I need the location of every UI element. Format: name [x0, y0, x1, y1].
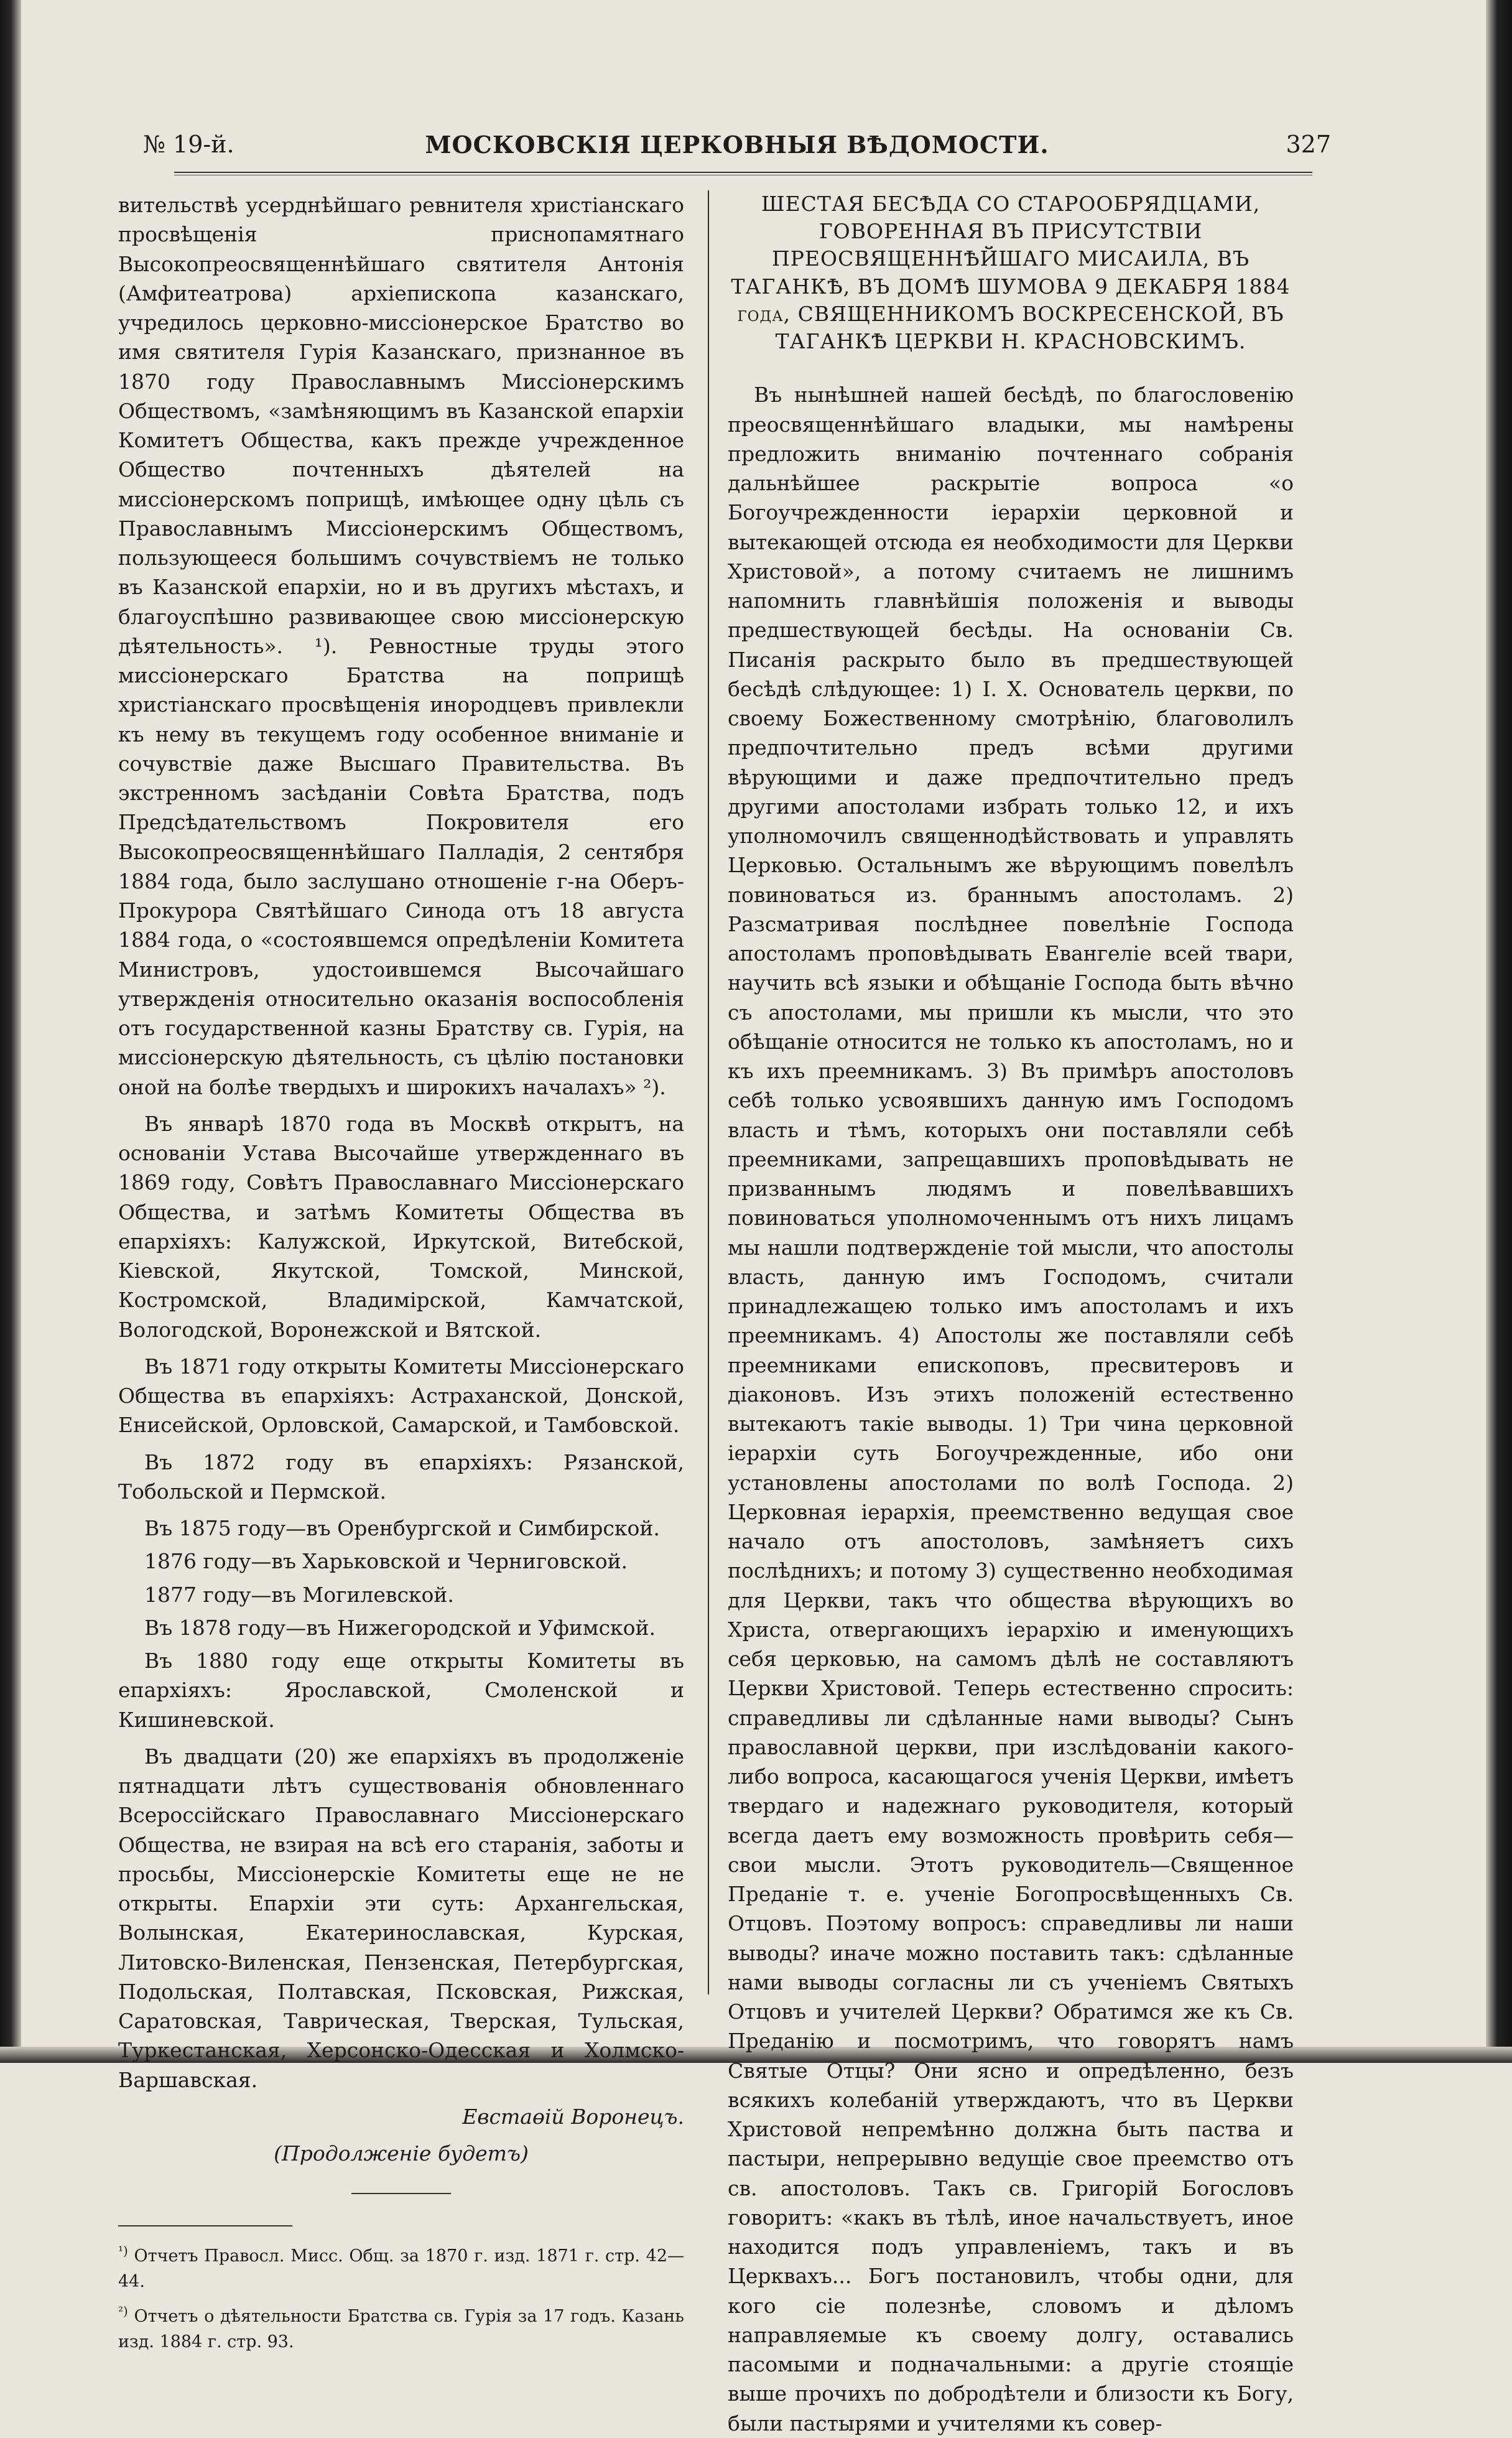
footnote-1: [118, 2241, 684, 2294]
left-line-1876: 1876 году—въ Харьковской и Черниговской.: [144, 1549, 628, 1574]
column-divider: [708, 190, 709, 1994]
left-line-1877: 1877 году—въ Могилевской.: [144, 1582, 454, 1607]
left-paragraph-1880: Въ 1880 году еще открыты Комитеты въ епархіяхъ: Ярославской, Смоленской и Кишиневской.: [118, 1649, 684, 1732]
left-paragraph-unopened: Въ двадцати (20) же епархіяхъ въ продолженіе пятнадцати лѣтъ существованія обновленнаго Всероссійскаго Православнаго Миссіонерскаго Общества, не взирая на всѣ его старанія, заботы и просьбы, Миссіонерскіе Комитеты еще не не открыты. Епархіи эти суть: Архангельская, Волынская, Екатеринославская, Курская, Литовско-Виленская, Пензенская, Петербургская, Подольская, Полтавская, Псковская, Рижская, Саратовская, Таврическая, Тверская, Тульская, Туркестанская, Херсонско-Одесская и Холмско-Варшавская.: [118, 1744, 684, 2092]
header-rule: [174, 172, 1312, 175]
left-line-1875: Въ 1875 году—въ Оренбургской и Симбирской.: [144, 1516, 660, 1540]
left-column: [118, 190, 685, 2352]
author-signature: Евстаөій Воронецъ.: [462, 2104, 684, 2129]
footnote-1-mark: ¹): [118, 2243, 128, 2259]
footnote-2: [118, 2302, 684, 2355]
left-line-1878: Въ 1878 году—въ Нижегородской и Уфимской.: [144, 1615, 656, 1640]
left-paragraph-4: Въ 1872 году въ епархіяхъ: Рязанской, Тобольской и Пермской.: [118, 1449, 684, 1504]
left-paragraph-2: Въ январѣ 1870 года въ Москвѣ открытъ, на основаніи Устава Высочайше утвержденнаго въ 1869 году, Совѣтъ Православнаго Миссіонерскаго Общества, и затѣмъ Комитеты Общества въ епархіяхъ: Калужской, Иркутской, Витебской, Кіевской, Якутской, Томской, Минской, Костромской, Владимірской, Камчатской, Вологодской, Воронежской и Вятской.: [118, 1111, 684, 1342]
footnote-2-mark: ²): [118, 2304, 128, 2319]
left-paragraph-1: вительствѣ усерднѣйшаго ревнителя христіанскаго просвѣщенія приснопамятнаго Высокопреосвященнѣйшаго святителя Антонія (Амфитеатрова) архіепископа казанскаго, учредилось церковно-миссіонерское Братство во имя святителя Гурія Казанскаго, признанное въ 1870 году Православнымъ Миссіонерскимъ Обществомъ, «замѣняющимъ въ Казанской епархіи Комитетъ Общества, какъ прежде учрежденное Общество почтенныхъ дѣятелей на миссіонерскомъ поприщѣ, имѣющее одну цѣль съ Православнымъ Миссіонерскимъ Обществомъ, пользующееся большимъ сочувствіемъ не только въ Казанской епархіи, но и въ другихъ мѣстахъ, и благоуспѣшно развивающее свою миссіонерскую дѣятельность». ¹). Ревностные труды этого миссіонерскаго Братства на поприщѣ христіанскаго просвѣщенія инородцевъ привлекли къ нему въ текущемъ году особенное вниманіе и сочувствіе даже Высшаго Правительства. Въ экстренномъ засѣданіи Совѣта Братства, подъ Предсѣдательствомъ Покровителя его Высокопреосвященнѣйшаго Палладія, 2 сентября 1884 года, было заслушано отношеніе г-на Оберъ-Прокурора Святѣйшаго Синода отъ 18 августа 1884 года, о «состоявшемся опредѣленіи Комитета Министровъ, удостоившемся Высочайшаго утвержденія относительно оказанія воспособленія отъ государственной казны Братству св. Гурія, на миссіонерскую дѣятельность, съ цѣлію постановки оной на болѣе твердыхъ и широкихъ началахъ» ²).: [118, 193, 684, 1099]
footnote-2-text: Отчетъ о дѣятельности Братства св. Гурія за 17 годъ. Казань изд. 1884 г. стр. 93.: [118, 2307, 685, 2352]
footnote-rule: [118, 2225, 292, 2226]
right-paragraph-1: Въ нынѣшней нашей бесѣдѣ, по благословенію преосвященнѣйшаго владыки, мы намѣрены предложить вниманію почтеннаго собранія дальнѣйшее раскрытіе вопроса «о Богоучрежденности іерархіи церковной и вытекающей отсюда ея необходимости для Церкви Христовой», а потому считаемъ не лишнимъ напомнить главнѣйшія положенія и выводы предшествующей бесѣды. На основаніи Св. Писанія раскрыто было въ предшествующей бесѣдѣ слѣдующее: 1) І. Х. Основатель церкви, по своему Божественному смотрѣнію, благоволилъ предпочтительно предъ всѣми другими вѣрующими и даже предпочтительно предъ другими апостолами избрать только 12, и ихъ уполномочилъ священнодѣйствовать и управлять Церковью. Остальнымъ же вѣрующимъ повелѣлъ повиноваться из. браннымъ апостоламъ. 2) Разсматривая послѣднее повелѣніе Господа апостоламъ проповѣдывать Евангеліе всей твари, научить всѣ языки и обѣщаніе Господа быть вѣчно съ апостолами, мы пришли къ мысли, что это обѣщаніе относится не только къ апостоламъ, но и къ ихъ преемникамъ. 3) Въ примѣръ апостоловъ себѣ только усвоявшихъ данную имъ Господомъ власть и тѣмъ, которыхъ они поставляли себѣ преемниками, запрещавшихъ проповѣдывать не призваннымъ людямъ и повелѣвавшихъ повиноваться уполномоченнымъ отъ нихъ лицамъ мы нашли подтвержденіе той мысли, что апостолы власть, данную имъ Господомъ, считали принадлежащею только имъ апостоламъ и ихъ преемникамъ. 4) Апостолы же поставляли себѣ преемниками епископовъ, пресвитеровъ и діаконовъ. Изъ этихъ положеній естественно вытекаютъ такіе выводы. 1) Три чина церковной іерархіи суть Богоучрежденные, ибо они установлены апостолами по волѣ Господа. 2) Церковная іерархія, преемственно ведущая свое начало отъ апостоловъ, замѣняетъ сихъ послѣднихъ; и потому 3) существенно необходимая для Церкви, такъ что общества вѣрующихъ во Христа, отвергающихъ іерархію и именующихъ себя церковью, на самомъ дѣлѣ не составляютъ Церкви Христовой. Теперь естественно спросить: справедливы ли сдѣланные нами выводы? Сынъ православной церкви, при изслѣдованіи какого-либо вопроса, касающагося ученія Церкви, имѣетъ твердаго и надежнаго руководителя, который всегда даетъ ему возможность провѣрить себя—свои мысли. Этотъ руководитель—Священное Преданіе т. е. ученіе Богопросвѣщенныхъ Св. Отцовъ. Поэтому вопросъ: справедливы ли наши выводы? иначе можно поставить такъ: сдѣланные нами выводы согласны ли съ ученіемъ Святыхъ Отцовъ и учителей Церкви? Обратимся же къ Св. Преданію и посмотримъ, что говорятъ намъ Святые Отцы? Они ясно и опредѣленно, безъ всякихъ колебаній утверждаютъ, что въ Церкви Христовой непремѣнно должна быть паства и пастыри, непрерывно ведущіе свое преемство отъ св. апостоловъ. Такъ св. Григорій Богословъ говоритъ: «какъ въ тѣлѣ, иное начальствуетъ, иное находится подъ управленіемъ, такъ и въ Церквахъ... Богъ постановилъ, чтобы одни, для кого сіе полезнѣе, словомъ и дѣломъ направляемые къ своему долгу, оставались пасомыми и подначальными: а другіе стоящіе выше прочихъ по добродѣтели и близости къ Богу, были пастырями и учителями къ совер-: [728, 383, 1294, 2436]
section-divider: [351, 2193, 451, 2194]
footnote-1-text: Отчетъ Правосл. Мисс. Общ. за 1870 г. изд. 1871 г. стр. 42—44.: [118, 2246, 684, 2291]
page-number: 327: [1286, 131, 1331, 158]
publication-title: МОСКОВСКІЯ ЦЕРКОВНЫЯ ВѢДОМОСТИ.: [425, 131, 1049, 159]
scan-edge-left: [0, 0, 21, 2063]
article-title: ШЕСТАЯ БЕСѢДА СО СТАРООБРЯДЦАМИ, ГОВОРЕННАЯ ВЪ ПРИСУТСТВІИ ПРЕОСВЯЩЕННѢЙШАГО МИСАИЛА, ВЪ ТАГАНКѢ, ВЪ ДОМѢ ШУМОВА 9 ДЕКАБРЯ 1884 года, СВЯЩЕННИКОМЪ ВОСКРЕСЕНСКОЙ, ВЪ ТАГАНКѢ ЦЕРКВИ Н. КРАСНОВСКИМЪ.: [731, 192, 1291, 354]
to-be-continued: (Продолженіе будетъ): [274, 2141, 529, 2166]
running-head: [118, 131, 1356, 174]
newspaper-page: [118, 112, 1356, 2436]
issue-number: № 19-й.: [143, 131, 234, 158]
left-paragraph-3: Въ 1871 году открыты Комитеты Миссіонерскаго Общества въ епархіяхъ: Астраханской, Донской, Енисейской, Орловской, Самарской, и Тамбовской.: [118, 1354, 684, 1438]
right-column: [728, 190, 1294, 2436]
scan-edge-right: [1486, 0, 1512, 2063]
